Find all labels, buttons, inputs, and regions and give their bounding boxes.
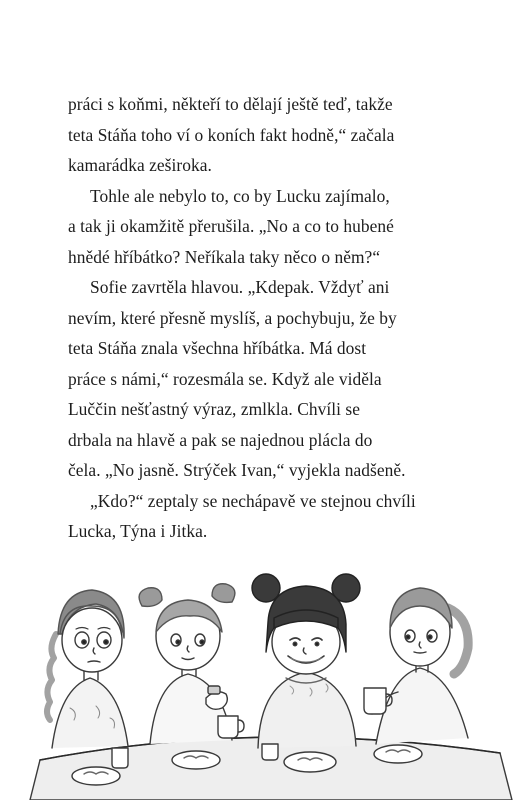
girl-with-pigtails [139,584,244,744]
girl-with-ponytail [364,588,468,744]
text-line: práce s námi,“ rozesmála se. Když ale viděla [68,368,382,389]
text-line: čela. „No jasně. Strýček Ivan,“ vyjekla nadšeně. [68,460,406,480]
text-line: „Kdo?“ zeptaly se nechápavě ve stejnou chvíli [90,490,416,511]
text-line: teta Stáňa znala všechna hříbátka. Má dost [68,338,367,358]
text-line: teta Stáňa toho ví o koních fakt hodně,“ začala [68,124,395,145]
text-line: a tak ji okamžitě přerušila. „No a co to hubené [68,216,394,236]
text-line: Lucka, Týna i Jitka. [68,521,208,541]
girl-with-buns-smiling [252,574,360,748]
text-line: nevím, které přesně myslíš, a pochybuju, že by [68,307,397,328]
text-line: drbala na hlavě a pak se najednou plácla do [68,429,373,450]
text-line: Tohle ale nebylo to, co by Lucku zajímalo, [90,185,390,206]
text-line: Sofie zavrtěla hlavou. „Kdepak. Vždyť ani [90,277,390,297]
girl-with-braid [47,590,128,748]
text-line: hnědé hříbátko? Neříkala taky něco o něm?“ [68,246,381,267]
girls-at-table-illustration [0,548,520,800]
text-line: práci s koňmi, někteří to dělají ještě teď, takže [68,94,393,114]
text-line: Luččin nešťastný výraz, zmlkla. Chvíli se [68,399,361,419]
text-line: kamarádka zeširoka. [68,155,212,175]
body-text [68,89,468,547]
